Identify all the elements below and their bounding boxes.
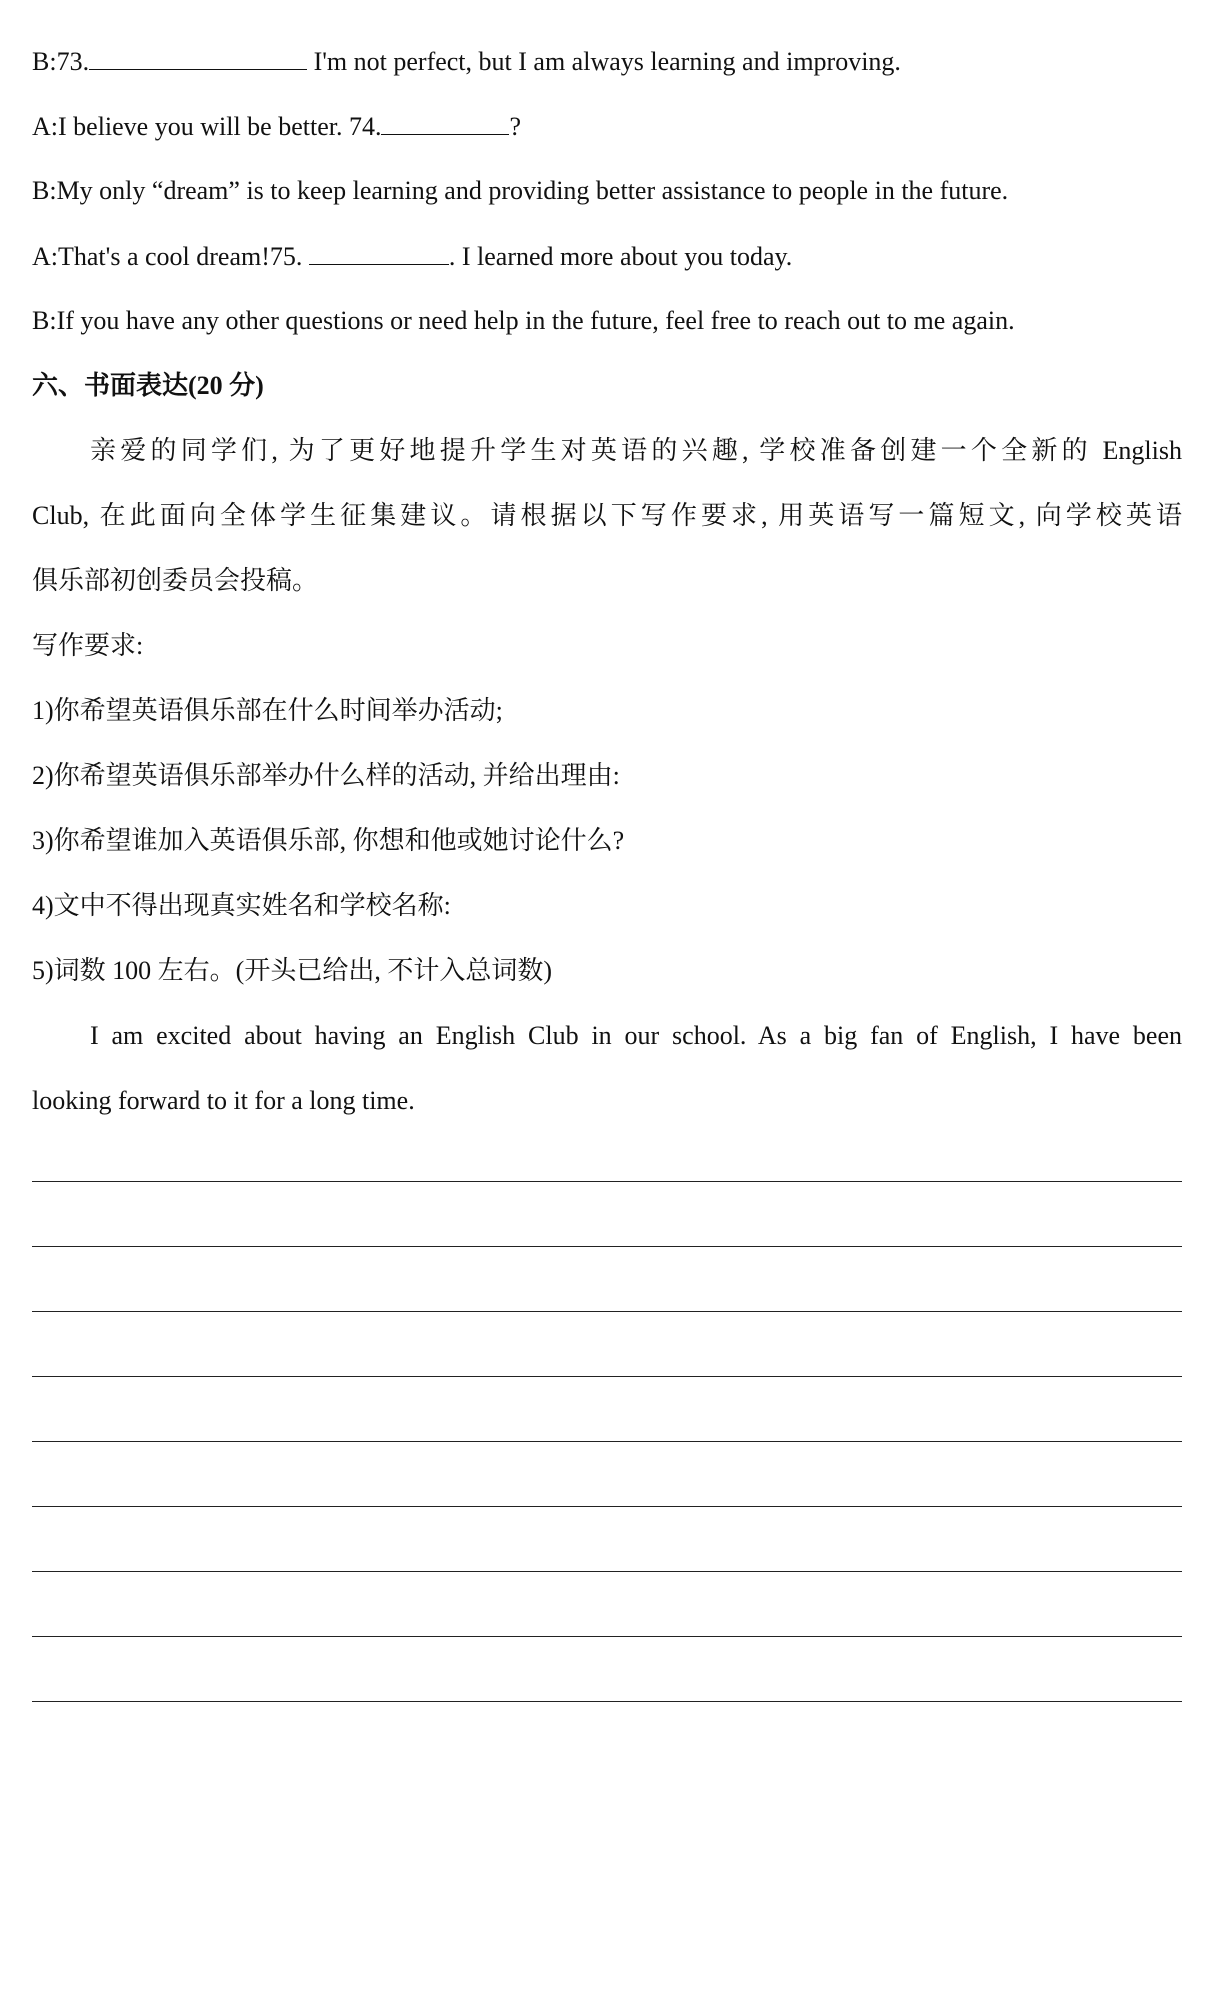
answer-blank-74[interactable] bbox=[381, 110, 509, 135]
dialogue-line-closing: B:If you have any other questions or need help in the future, feel free to reach out to me again. bbox=[32, 306, 1015, 335]
intro-line-1: 亲爱的同学们, 为了更好地提升学生对英语的兴趣, 学校准备创建一个全新的 English bbox=[90, 436, 1182, 465]
writing-line[interactable] bbox=[32, 1181, 1182, 1182]
intro-line-2: Club, 在此面向全体学生征集建议。请根据以下写作要求, 用英语写一篇短文, 向学校英语 bbox=[32, 501, 1182, 530]
requirement-item: 5)词数 100 左右。(开头已给出, 不计入总词数) bbox=[32, 956, 552, 985]
requirement-item: 1)你希望英语俱乐部在什么时间举办活动; bbox=[32, 696, 503, 725]
intro-line-3: 俱乐部初创委员会投稿。 bbox=[32, 566, 319, 595]
writing-line[interactable] bbox=[32, 1506, 1182, 1507]
requirements-label: 写作要求: bbox=[32, 631, 144, 660]
opening-line-1: I am excited about having an English Club in our school. As a big fan of English, I have been bbox=[90, 1021, 1182, 1050]
section-heading: 六、书面表达(20 分) bbox=[32, 371, 264, 400]
writing-line[interactable] bbox=[32, 1571, 1182, 1572]
dialogue-line-74: A:I believe you will be better. 74. ? bbox=[32, 112, 522, 141]
answer-blank-75[interactable] bbox=[309, 240, 449, 265]
writing-line[interactable] bbox=[32, 1636, 1182, 1637]
opening-line-2: looking forward to it for a long time. bbox=[32, 1086, 415, 1115]
dialogue-line-75: A:That's a cool dream!75. . I learned more about you today. bbox=[32, 242, 793, 271]
writing-line[interactable] bbox=[32, 1441, 1182, 1442]
dialogue-line-dream: B:My only “dream” is to keep learning and providing better assistance to people in the future. bbox=[32, 176, 1009, 205]
requirement-item: 4)文中不得出现真实姓名和学校名称: bbox=[32, 891, 451, 920]
writing-line[interactable] bbox=[32, 1246, 1182, 1247]
writing-line[interactable] bbox=[32, 1311, 1182, 1312]
dialogue-line-73: B:73. I'm not perfect, but I am always learning and improving. bbox=[32, 47, 901, 76]
answer-blank-73[interactable] bbox=[89, 45, 307, 70]
requirement-item: 3)你希望谁加入英语俱乐部, 你想和他或她讨论什么? bbox=[32, 826, 625, 855]
writing-line[interactable] bbox=[32, 1376, 1182, 1377]
writing-line[interactable] bbox=[32, 1701, 1182, 1702]
requirement-item: 2)你希望英语俱乐部举办什么样的活动, 并给出理由: bbox=[32, 761, 620, 790]
